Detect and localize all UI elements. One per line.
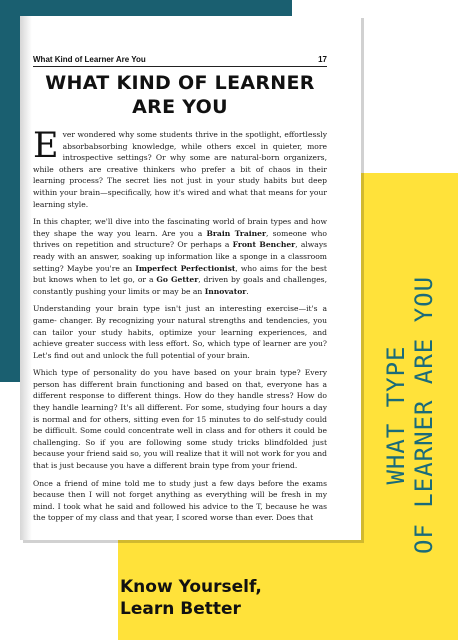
paragraph-3: Understanding your brain type isn't just an interesting exercise—it's a game- changer. By recognizing your natural strengths and tendencies, you can tailor your study habits, optimize your learning experiences, and achieve greater success with less effort. So, which type of learner are you? Let's find out and unlock the full potential of your brain. — [33, 304, 327, 360]
vertical-tagline-text — [382, 276, 438, 554]
running-head-title: What Kind of Learner Are You — [33, 55, 146, 64]
chapter-title-line-2: ARE YOU — [132, 96, 228, 118]
body-text — [33, 126, 328, 530]
term-imperfect-perfectionist: Imperfect Perfectionist — [135, 263, 236, 273]
term-front-bencher: Front Bencher — [232, 240, 296, 250]
paragraph-2-text: . — [246, 286, 249, 296]
paragraph-2 — [33, 216, 327, 297]
paragraph-2-text: , who aims for the best but knows when to let go, or a — [33, 263, 327, 285]
paragraph-4: Which type of personality do you have based on your brain type? Every person has different brain functioning and based on that, everyone has a different response to different things. How do they handle stress? How do they handle learning? It's all different. For some, studying four hours a day is normal and for others, sitting even for 15 minutes to do self-study could be difficult. Some could concentrate well in class and for others it could be challenging. So if you are following some study tricks blindfolded just because your friend said so, you will realize that it will not work for you and that is just because you have a different brain type from your friend. — [33, 368, 327, 471]
paragraph-5: Once a friend of mine told me to study just a few days before the exams because then I will not forget anything as everything will be fresh in my mind. I took what he said and followed his advice to the T, because he was the topper of my class and that year, I scored worse than ever. Does that — [33, 478, 327, 523]
bottom-caption — [120, 576, 360, 620]
paragraph-2-text: , someone who thrives on repetition and structure? Or perhaps a — [33, 228, 327, 250]
term-innovator: Innovator — [204, 286, 247, 296]
vertical-tagline — [365, 270, 455, 560]
paragraph-2-text: In this chapter, we'll dive into the fascinating world of brain types and how they shape the way you learn. Are you a — [33, 217, 327, 238]
paragraph-2-text: , driven by goals and challenges, constantly pushing your limits or may be an — [33, 275, 327, 296]
drop-cap: E — [33, 126, 59, 166]
term-brain-trainer: Brain Trainer — [206, 228, 266, 238]
vertical-tagline-line-2: OF LEARNER ARE YOU — [410, 275, 438, 555]
vertical-tagline-line-1: WHAT TYPE — [382, 345, 410, 485]
term-go-getter: Go Getter — [156, 275, 199, 285]
paragraph-1-text: ver wondered why some students thrive in the spotlight, effortlessly absorbabsorbing knowledge, while others excel in quieter, more introspective settings? Or why some are natural-born organizers, while others are creative thinkers who prefer a bit of chaos in their learning process? The secret lies not just in your study habits but deep within your brain—specifically, how it's wired and what that means for your learning style. — [33, 130, 327, 209]
chapter-title-line-1: WHAT KIND OF LEARNER — [45, 72, 315, 94]
page-number: 17 — [318, 55, 327, 64]
chapter-title — [20, 71, 340, 119]
caption-line-1: Know Yourself, — [120, 577, 262, 597]
paragraph-1 — [33, 126, 327, 210]
header-rule — [33, 66, 327, 67]
paragraph-2-text: , always ready with an answer, soaking up information like a sponge in a classroom setting? Maybe you're an — [33, 240, 328, 273]
caption-line-2: Learn Better — [120, 599, 241, 619]
running-head — [33, 55, 327, 64]
